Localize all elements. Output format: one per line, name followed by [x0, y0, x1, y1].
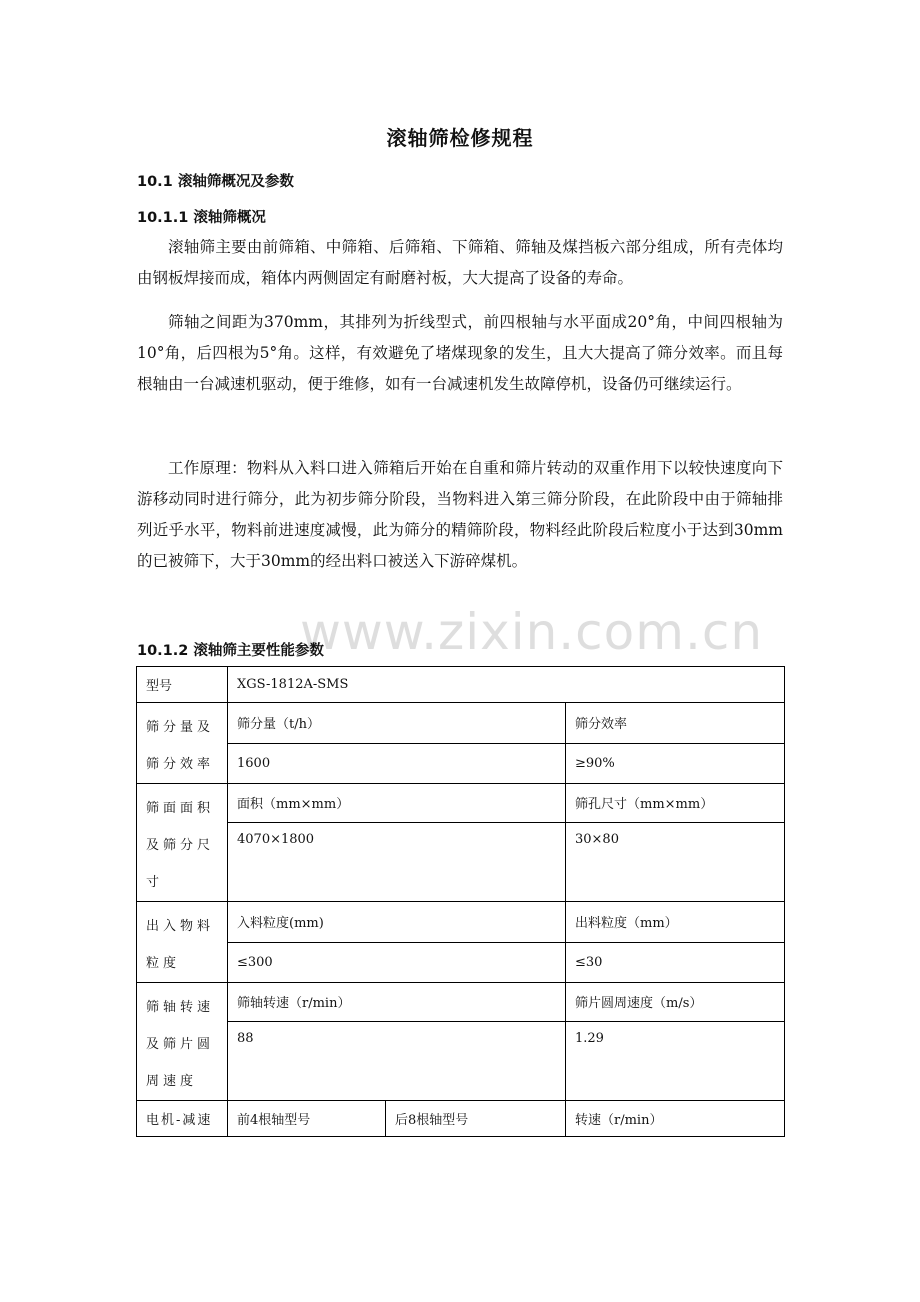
paragraph-structure: 滚轴筛主要由前筛箱、中筛箱、后筛箱、下筛箱、筛轴及煤挡板六部分组成，所有壳体均由钢板焊接而成，箱体内两侧固定有耐磨衬板，大大提高了设备的寿命。 — [137, 238, 783, 287]
table-cell-label: 筛面面积及筛分尺寸 — [137, 784, 228, 902]
table-cell-header: 筛片圆周速度（m/s） — [566, 983, 785, 1022]
watermark-text: www.zixin.com.cn — [300, 603, 764, 661]
table-row — [137, 1101, 785, 1137]
table-cell-header: 入料粒度(mm) — [228, 902, 566, 943]
table-cell-label: 型号 — [137, 667, 228, 703]
table-row — [137, 667, 785, 703]
table-cell-header: 筛分效率 — [566, 703, 785, 744]
table-cell-label: 筛轴转速及筛片圆周速度 — [137, 983, 228, 1101]
table-row — [137, 1021, 785, 1100]
table-cell-value: ≤30 — [566, 942, 785, 983]
table-cell-value: ≥90% — [566, 743, 785, 784]
table-cell-label: 出入物料粒度 — [137, 902, 228, 983]
table-cell-label: 筛分量及筛分效率 — [137, 703, 228, 784]
table-row — [137, 703, 785, 744]
table-cell-value: 88 — [228, 1021, 566, 1100]
table-row — [137, 784, 785, 823]
parameters-table — [136, 666, 785, 1137]
paragraph-working-principle: 工作原理：物料从入料口进入筛箱后开始在自重和筛片转动的双重作用下以较快速度向下游移动同时进行筛分，此为初步筛分阶段，当物料进入第三筛分阶段，在此阶段中由于筛轴排列近乎水平，物料前进速度减慢，此为筛分的精筛阶段，物料经此阶段后粒度小于达到30mm的已被筛下，大于30mm的经出料口被送入下游碎煤机。 — [137, 459, 783, 570]
table-cell-header: 后8根轴型号 — [386, 1101, 566, 1137]
table-cell-value: 30×80 — [566, 822, 785, 901]
table-cell-value: 1.29 — [566, 1021, 785, 1100]
table-row — [137, 822, 785, 901]
table-cell-header: 面积（mm×mm） — [228, 784, 566, 823]
subsection-heading-parameters: 10.1.2 滚轴筛主要性能参数 — [137, 643, 324, 659]
table-row — [137, 743, 785, 784]
section-heading: 10.1 滚轴筛概况及参数 — [137, 174, 294, 190]
table-row — [137, 902, 785, 943]
table-cell-header: 筛轴转速（r/min） — [228, 983, 566, 1022]
table-cell-header: 筛孔尺寸（mm×mm） — [566, 784, 785, 823]
table-cell-header: 出料粒度（mm） — [566, 902, 785, 943]
table-cell-value: XGS-1812A-SMS — [228, 667, 785, 703]
paragraph-axle-layout: 筛轴之间距为370mm，其排列为折线型式，前四根轴与水平面成20°角，中间四根轴为10°角，后四根为5°角。这样，有效避免了堵煤现象的发生，且大大提高了筛分效率。而且每根轴由一台减速机驱动，便于维修，如有一台减速机发生故障停机，设备仍可继续运行。 — [137, 313, 783, 393]
table-row — [137, 983, 785, 1022]
document-title: 滚轴筛检修规程 — [386, 126, 534, 150]
table-cell-header: 筛分量（t/h） — [228, 703, 566, 744]
table-cell-value: 1600 — [228, 743, 566, 784]
table-row — [137, 942, 785, 983]
table-cell-value: 4070×1800 — [228, 822, 566, 901]
table-cell-value: ≤300 — [228, 942, 566, 983]
subsection-heading-overview: 10.1.1 滚轴筛概况 — [137, 210, 266, 226]
table-cell-header: 转速（r/min） — [566, 1101, 785, 1137]
table-cell-header: 前4根轴型号 — [228, 1101, 386, 1137]
table-cell-label: 电机-减速 — [137, 1101, 228, 1137]
